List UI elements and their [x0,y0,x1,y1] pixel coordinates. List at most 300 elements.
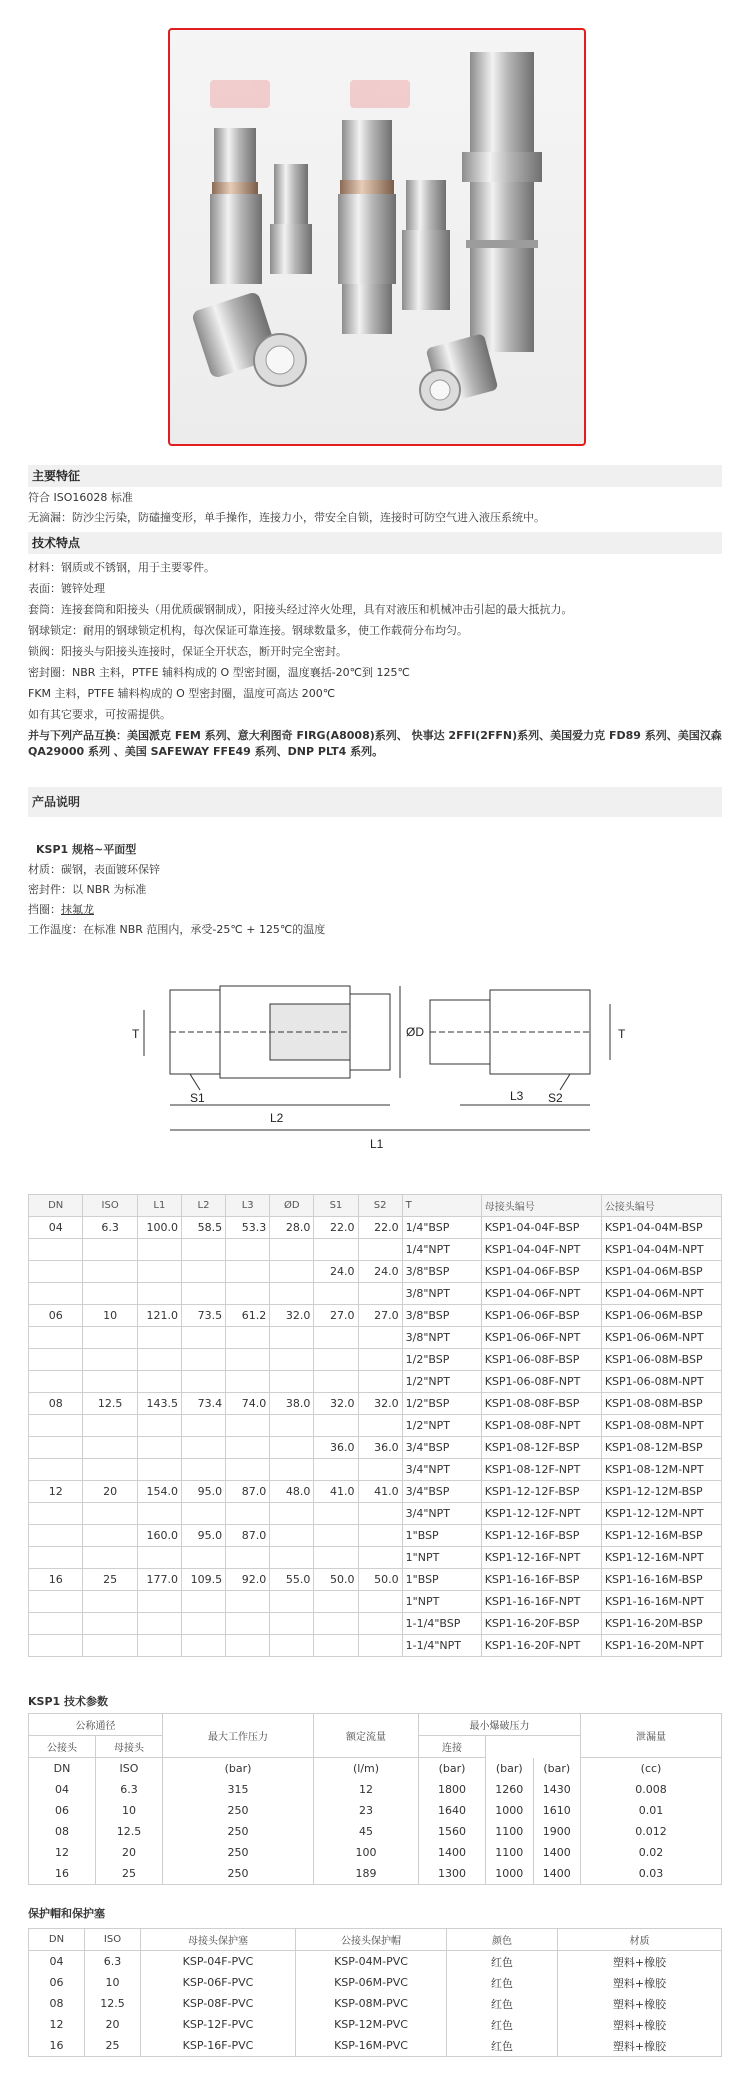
caps-cell: KSP-04M-PVC [296,1951,447,1973]
dims-row [29,1635,722,1657]
dims-cell [226,1349,270,1371]
spec-temp: 工作温度：在标准 NBR 范围内，承受-25℃ + 125℃的温度 [28,923,326,936]
caps-header-row [29,1929,722,1951]
dims-cell: 41.0 [314,1481,358,1503]
caps-row [29,2035,722,2057]
caps-cell: KSP-16F-PVC [141,2035,296,2057]
tech-cell: 1400 [533,1842,581,1863]
dims-cell [314,1503,358,1525]
dims-cell [181,1591,225,1613]
th-leak: 泄漏量 [581,1714,722,1758]
dims-cell: 95.0 [181,1481,225,1503]
dims-cell: KSP1-12-12M-BSP [601,1481,721,1503]
dims-cell: KSP1-08-12M-BSP [601,1437,721,1459]
dims-cell: 1/4"BSP [402,1217,481,1239]
tech-cell: 1800 [419,1779,486,1800]
tech-cell: 315 [163,1779,314,1800]
dims-cell [226,1239,270,1261]
tech-cell: 25 [96,1863,163,1885]
tech-unit-cell: ISO [96,1758,163,1780]
dims-cell: 143.5 [137,1393,181,1415]
tech-cell: 23 [314,1800,419,1821]
watermark-logo [210,80,410,108]
dims-row [29,1261,722,1283]
male-plug-left [191,291,306,386]
caps-cell: KSP-08F-PVC [141,1993,296,2014]
th-female: 母接头 [96,1736,163,1758]
dims-cell: 6.3 [83,1217,137,1239]
tech-cell: 0.03 [581,1863,722,1885]
caps-cell: KSP-06M-PVC [296,1972,447,1993]
dims-cell [314,1327,358,1349]
dims-cell: KSP1-06-08F-BSP [481,1349,601,1371]
dims-row [29,1305,722,1327]
dims-cell [181,1437,225,1459]
dims-cell [29,1371,83,1393]
dims-cell [314,1591,358,1613]
dims-row [29,1239,722,1261]
features-line-1: 符合 ISO16028 标准 [28,491,133,504]
dims-cell: 92.0 [226,1569,270,1591]
tech-cell: 16 [29,1863,96,1885]
dims-cell [29,1591,83,1613]
dims-cell [29,1283,83,1305]
coupling-large [462,52,542,352]
dims-row [29,1415,722,1437]
dims-cell [29,1349,83,1371]
dims-cell: KSP1-08-08F-BSP [481,1393,601,1415]
dims-cell: KSP1-16-20F-NPT [481,1635,601,1657]
dims-cell [181,1283,225,1305]
dims-cell: 16 [29,1569,83,1591]
dims-cell [83,1239,137,1261]
features-line-2: 无滴漏：防沙尘污染，防磕撞变形，单手操作，连接力小，带安全自锁，连接时可防空气进入液压系统中。 [28,511,545,524]
caps-cell: 红色 [447,2014,558,2035]
dims-cell [226,1415,270,1437]
tech-cell: 250 [163,1821,314,1842]
dims-cell [181,1371,225,1393]
dims-cell [137,1591,181,1613]
dims-cell: 1/4"NPT [402,1239,481,1261]
dims-cell: 100.0 [137,1217,181,1239]
tech-cell: 1640 [419,1800,486,1821]
dims-cell: KSP1-12-12F-NPT [481,1503,601,1525]
dims-cell [226,1371,270,1393]
tech-line-1: 材料：钢质或不锈钢，用于主要零件。 [28,561,215,574]
tech-cell: 1900 [533,1821,581,1842]
dims-cell [181,1239,225,1261]
tech-cell: 1100 [486,1842,534,1863]
dims-cell [358,1635,402,1657]
dims-cell [137,1371,181,1393]
dims-cell [83,1591,137,1613]
tech-line-3: 套筒：连接套筒和阳接头（用优质碳钢制成），阳接头经过淬火处理，具有对液压和机械冲击引起的最大抵抗力。 [28,603,573,616]
dims-cell [358,1415,402,1437]
dims-cell: KSP1-16-20F-BSP [481,1613,601,1635]
dims-cell: KSP1-12-16M-BSP [601,1525,721,1547]
dims-cell: 87.0 [226,1481,270,1503]
dims-cell: 25 [83,1569,137,1591]
technical-drawing [130,960,640,1160]
col-s1: S1 [314,1195,358,1217]
dims-cell: KSP1-08-08M-BSP [601,1393,721,1415]
dims-cell [83,1371,137,1393]
dims-cell [358,1239,402,1261]
dims-cell: KSP1-16-20M-NPT [601,1635,721,1657]
col-t: T [402,1195,481,1217]
dims-cell: KSP1-04-04M-NPT [601,1239,721,1261]
tech-cell: 1260 [486,1779,534,1800]
dims-cell: 20 [83,1481,137,1503]
dims-row [29,1547,722,1569]
dims-row [29,1393,722,1415]
tech-cell: 06 [29,1800,96,1821]
dims-cell [314,1283,358,1305]
col-od: ØD [270,1195,314,1217]
dims-cell: KSP1-08-12M-NPT [601,1459,721,1481]
interchange-note: 并与下列产品互换：美国派克 FEM 系列、意大利图奇 FIRG(A8008)系列、 快事达 2FFI(2FFN)系列、美国爱力克 FD89 系列、美国汉森 QA29000 系列 、美国 SAFEWAY FFE49 系列、DNP PLT4 系列。 [28,729,722,758]
dims-cell [137,1239,181,1261]
dims-cell [314,1459,358,1481]
dims-cell [270,1415,314,1437]
tech-cell: 1100 [486,1821,534,1842]
tech-cell: 1560 [419,1821,486,1842]
caps-row [29,1993,722,2014]
dims-cell: 36.0 [358,1437,402,1459]
dims-cell [226,1261,270,1283]
dims-cell [29,1261,83,1283]
dims-cell [181,1503,225,1525]
dims-cell [226,1613,270,1635]
dims-cell [29,1547,83,1569]
label-s2: S2 [548,1091,563,1105]
product-photo [168,28,586,446]
caps-cell: 红色 [447,1951,558,1973]
dims-cell [29,1613,83,1635]
dims-cell: 87.0 [226,1525,270,1547]
caps-row [29,1972,722,1993]
caps-title: 保护帽和保护塞 [28,1907,105,1920]
dims-cell: KSP1-06-06M-NPT [601,1327,721,1349]
dims-cell: KSP1-04-06F-NPT [481,1283,601,1305]
caps-cell: 10 [85,1972,141,1993]
dims-cell: 3/8"BSP [402,1261,481,1283]
tech-features-title: 技术特点 [28,532,722,554]
dims-cell: 38.0 [270,1393,314,1415]
caps-col-material: 材质 [558,1929,722,1951]
label-t-right: T [618,1027,626,1041]
dims-cell [29,1415,83,1437]
dims-cell [270,1327,314,1349]
tech-cell: 45 [314,1821,419,1842]
dims-cell: 160.0 [137,1525,181,1547]
dims-cell [137,1503,181,1525]
dims-row [29,1613,722,1635]
dims-cell [181,1547,225,1569]
caps-cell: 12.5 [85,1993,141,2014]
tech-cell: 08 [29,1821,96,1842]
dims-cell [226,1459,270,1481]
dims-cell: 12.5 [83,1393,137,1415]
dims-cell [226,1591,270,1613]
product-desc-title: 产品说明 [28,787,722,817]
dims-cell [181,1415,225,1437]
dims-cell [83,1525,137,1547]
dims-row [29,1327,722,1349]
caps-cell: 04 [29,1951,85,1973]
dims-cell [314,1239,358,1261]
dims-row [29,1217,722,1239]
caps-cell: 红色 [447,1993,558,2014]
dims-cell [314,1547,358,1569]
dims-cell: 24.0 [314,1261,358,1283]
dims-cell [83,1349,137,1371]
tech-cell: 0.008 [581,1779,722,1800]
dims-cell [358,1459,402,1481]
dims-cell [29,1327,83,1349]
dims-row [29,1481,722,1503]
caps-col-color: 颜色 [447,1929,558,1951]
col-s2: S2 [358,1195,402,1217]
dims-cell: KSP1-06-06F-NPT [481,1327,601,1349]
tech-row [29,1821,722,1842]
dims-cell: 41.0 [358,1481,402,1503]
dims-cell: 32.0 [270,1305,314,1327]
caps-cell: KSP-12M-PVC [296,2014,447,2035]
dims-cell: 58.5 [181,1217,225,1239]
features-title: 主要特征 [28,465,722,487]
dims-cell: 27.0 [314,1305,358,1327]
label-l2: L2 [270,1111,284,1125]
dims-cell [314,1613,358,1635]
tech-params-table [28,1713,722,1885]
col-male: 公接头编号 [601,1195,721,1217]
dims-cell: 3/4"BSP [402,1481,481,1503]
dims-cell [358,1591,402,1613]
dims-cell: KSP1-08-12F-NPT [481,1459,601,1481]
tech-cell: 0.02 [581,1842,722,1863]
col-dn: DN [29,1195,83,1217]
dims-cell: 154.0 [137,1481,181,1503]
dims-cell: KSP1-04-06M-NPT [601,1283,721,1305]
dims-cell [270,1283,314,1305]
dims-cell [181,1349,225,1371]
dims-cell [137,1547,181,1569]
dims-cell [226,1547,270,1569]
dims-cell: 24.0 [358,1261,402,1283]
dimensions-table [28,1194,722,1657]
dims-cell: 3/8"NPT [402,1327,481,1349]
caps-cell: 25 [85,2035,141,2057]
tech-unit-cell: (bar) [419,1758,486,1780]
tech-cell: 1300 [419,1863,486,1885]
dims-cell: 109.5 [181,1569,225,1591]
tech-cell: 189 [314,1863,419,1885]
retainer-link[interactable]: 抹氟龙 [61,903,94,916]
dims-cell: 12 [29,1481,83,1503]
caps-cell: 红色 [447,2035,558,2057]
col-l2: L2 [181,1195,225,1217]
dims-cell: 10 [83,1305,137,1327]
dims-cell: KSP1-04-06M-BSP [601,1261,721,1283]
dims-cell: KSP1-06-06M-BSP [601,1305,721,1327]
tech-row [29,1842,722,1863]
tech-cell: 0.012 [581,1821,722,1842]
dims-cell [83,1437,137,1459]
dims-cell [358,1525,402,1547]
dims-cell: 95.0 [181,1525,225,1547]
caps-cell: 塑料+橡胶 [558,1951,722,1973]
dims-cell: 32.0 [358,1393,402,1415]
dims-cell [270,1261,314,1283]
dims-cell [270,1613,314,1635]
tech-cell: 12 [29,1842,96,1863]
label-l1: L1 [370,1137,384,1151]
dims-cell [181,1635,225,1657]
dims-cell [358,1613,402,1635]
dims-cell [83,1283,137,1305]
dims-cell: 27.0 [358,1305,402,1327]
dims-cell [270,1635,314,1657]
dims-cell: KSP1-12-12M-NPT [601,1503,721,1525]
dims-cell [226,1635,270,1657]
dims-cell [314,1415,358,1437]
caps-cell: 08 [29,1993,85,2014]
dims-cell [314,1635,358,1657]
tech-cell: 1610 [533,1800,581,1821]
dims-cell: 73.4 [181,1393,225,1415]
dims-cell: 1"BSP [402,1569,481,1591]
tech-cell: 1400 [533,1863,581,1885]
caps-cell: 20 [85,2014,141,2035]
dims-cell [83,1415,137,1437]
dims-cell [314,1525,358,1547]
dims-cell: KSP1-04-04F-BSP [481,1217,601,1239]
spec-retainer: 挡圈：抹氟龙 [28,903,94,916]
tech-params-title: KSP1 技术参数 [28,1695,108,1708]
dims-cell: 1"NPT [402,1547,481,1569]
tech-unit-cell: (l/m) [314,1758,419,1780]
dims-cell [314,1349,358,1371]
dims-cell [270,1239,314,1261]
dims-cell [181,1613,225,1635]
tech-unit-cell: DN [29,1758,96,1780]
dims-cell: 1/2"NPT [402,1371,481,1393]
dims-cell [270,1459,314,1481]
th-size: 公称通径 [29,1714,163,1736]
dims-cell: KSP1-16-16F-BSP [481,1569,601,1591]
tech-line-6: 密封圈：NBR 主料，PTFE 辅料构成的 O 型密封圈，温度襄括-20℃到 125℃ [28,666,410,679]
dims-cell [270,1349,314,1371]
spec-seal: 密封件：以 NBR 为标准 [28,883,147,896]
dims-row [29,1283,722,1305]
dims-cell: 61.2 [226,1305,270,1327]
dims-cell [358,1547,402,1569]
dims-cell: 3/4"NPT [402,1503,481,1525]
tech-cell: 20 [96,1842,163,1863]
dims-cell: 1/2"BSP [402,1393,481,1415]
dims-cell [358,1327,402,1349]
dims-header-row [29,1195,722,1217]
dims-cell [29,1503,83,1525]
caps-col-iso: ISO [85,1929,141,1951]
caps-cell: 塑料+橡胶 [558,1972,722,1993]
dims-cell [29,1437,83,1459]
dims-cell: 53.3 [226,1217,270,1239]
caps-cell: KSP-06F-PVC [141,1972,296,1993]
dims-cell: KSP1-16-16F-NPT [481,1591,601,1613]
dims-cell: 3/4"BSP [402,1437,481,1459]
dims-row [29,1503,722,1525]
th-conn: 连接 [419,1736,486,1758]
dims-cell [226,1283,270,1305]
th-pressure: 最大工作压力 [163,1714,314,1758]
dims-cell: KSP1-16-20M-BSP [601,1613,721,1635]
dims-cell [226,1503,270,1525]
caps-cell: KSP-16M-PVC [296,2035,447,2057]
dims-cell: KSP1-04-04F-NPT [481,1239,601,1261]
dims-row [29,1437,722,1459]
label-t-left: T [132,1027,140,1041]
dims-cell [29,1459,83,1481]
dims-cell [358,1503,402,1525]
col-iso: ISO [83,1195,137,1217]
dims-cell: 48.0 [270,1481,314,1503]
dims-cell [137,1283,181,1305]
dims-cell [358,1349,402,1371]
dims-cell: KSP1-12-16F-NPT [481,1547,601,1569]
dims-cell: 50.0 [358,1569,402,1591]
dims-cell: 1-1/4"BSP [402,1613,481,1635]
tech-cell: 0.01 [581,1800,722,1821]
tech-cell: 1000 [486,1800,534,1821]
tech-cell: 100 [314,1842,419,1863]
tech-line-2: 表面：镀锌处理 [28,582,105,595]
dims-cell: KSP1-12-12F-BSP [481,1481,601,1503]
dims-cell [358,1283,402,1305]
th-burst: 最小爆破压力 [419,1714,581,1736]
dims-cell: 74.0 [226,1393,270,1415]
dims-cell: 22.0 [358,1217,402,1239]
tech-cell: 1400 [419,1842,486,1863]
dims-cell: 3/8"BSP [402,1305,481,1327]
caps-cell: KSP-08M-PVC [296,1993,447,2014]
tech-cell: 250 [163,1800,314,1821]
dims-cell: KSP1-16-16M-NPT [601,1591,721,1613]
tech-cell: 6.3 [96,1779,163,1800]
coupling-illustration [170,30,584,444]
tech-cell: 12.5 [96,1821,163,1842]
dims-cell: KSP1-06-08M-NPT [601,1371,721,1393]
dims-cell [137,1415,181,1437]
dims-cell: 32.0 [314,1393,358,1415]
tech-line-8: 如有其它要求，可按需提供。 [28,708,171,721]
dims-cell [83,1503,137,1525]
label-od: ØD [406,1025,424,1039]
coupling-left [210,128,262,284]
dims-row [29,1525,722,1547]
dims-cell [358,1371,402,1393]
tech-line-4: 钢球锁定：耐用的钢球锁定机构，每次保证可靠连接。钢球数量多，使工作载荷分布均匀。 [28,624,468,637]
dims-cell [226,1327,270,1349]
col-female: 母接头编号 [481,1195,601,1217]
dims-cell: KSP1-06-08M-BSP [601,1349,721,1371]
caps-cell: KSP-12F-PVC [141,2014,296,2035]
dims-cell [270,1503,314,1525]
dims-cell: 1-1/4"NPT [402,1635,481,1657]
col-l3: L3 [226,1195,270,1217]
tech-unit-cell: (bar) [533,1758,581,1780]
